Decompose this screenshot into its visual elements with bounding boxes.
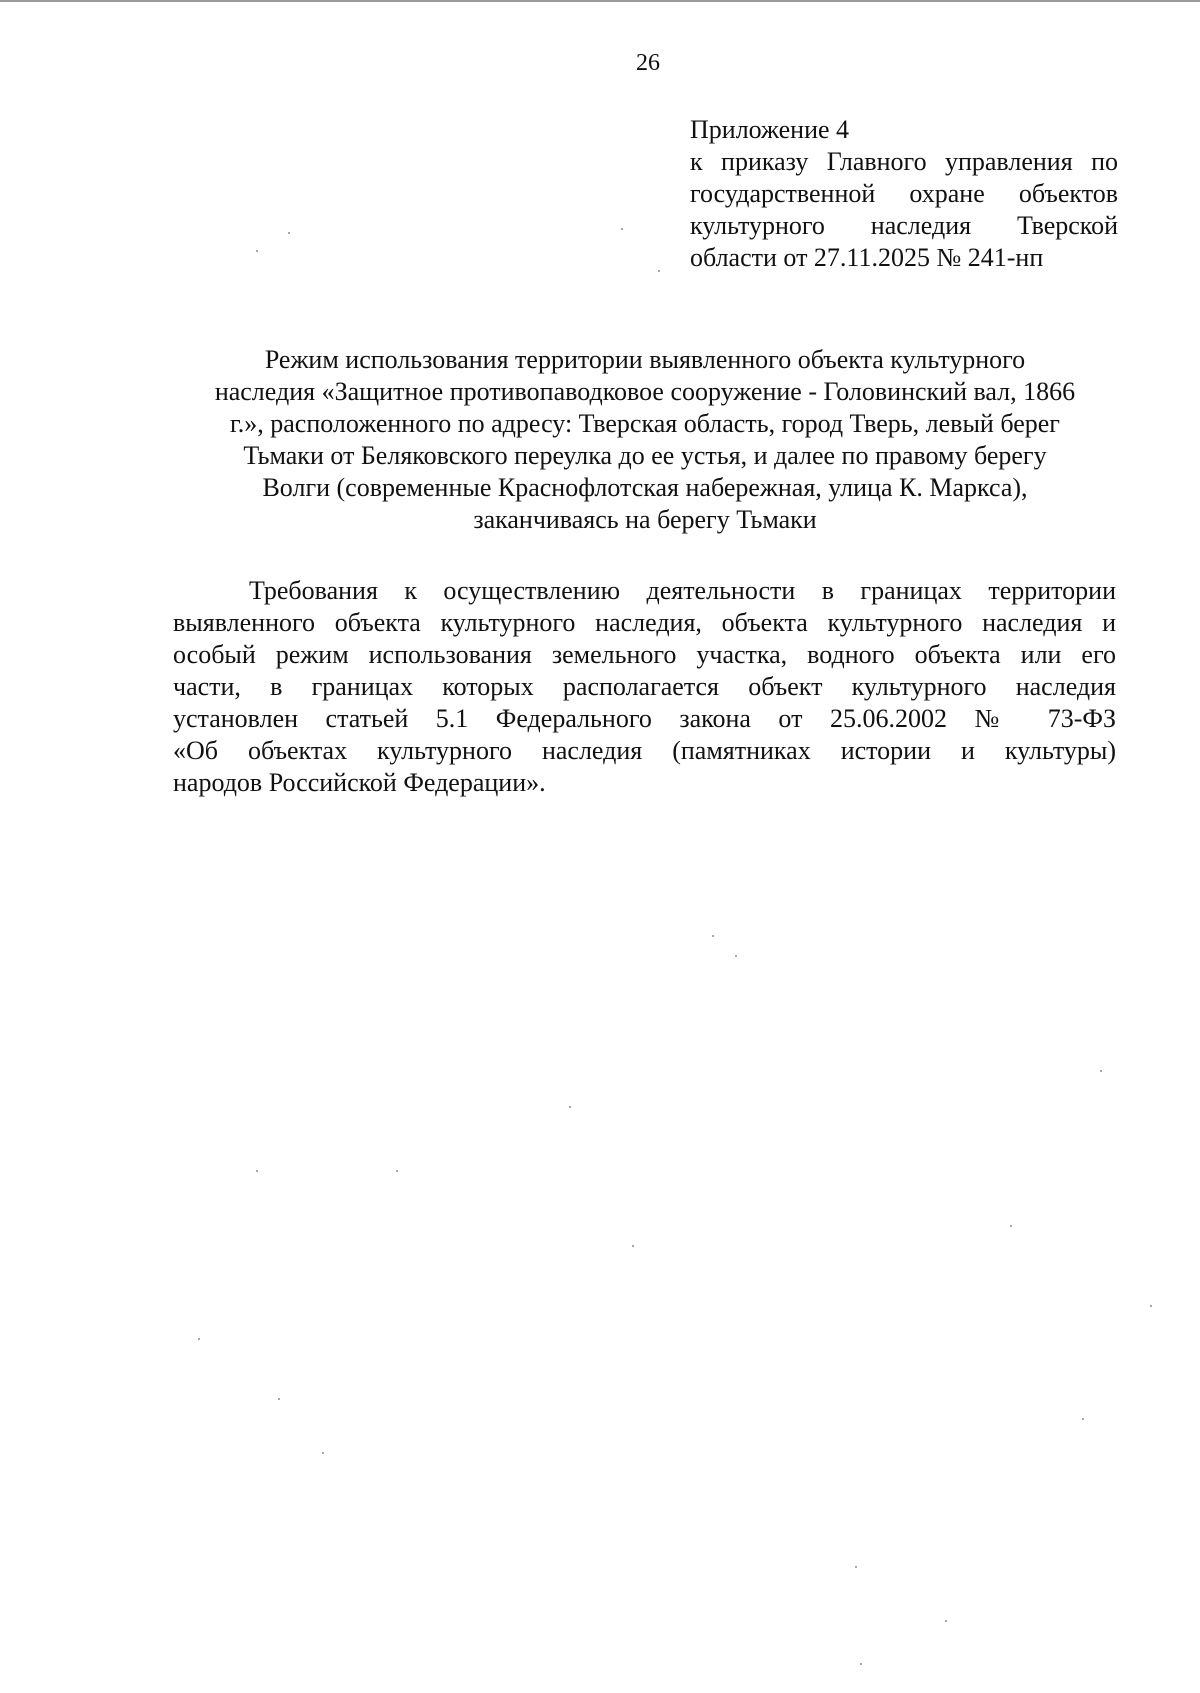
scan-speck [855,1566,857,1568]
paragraph-line: установлен статьей 5.1 Федерального закона от 25.06.2002 № 73-ФЗ [173,704,1116,733]
scan-speck [860,1663,862,1665]
title-line: Тьмаки от Беляковского переулка до ее устья, и далее по правому берегу [243,441,1047,470]
paragraph-line: особый режим использования земельного участка, водного объекта или его [173,640,1116,669]
scan-speck [256,1170,258,1172]
scan-speck [1010,1225,1012,1227]
scan-speck [322,1452,324,1454]
scan-speck [621,228,623,230]
appendix-header [690,114,1118,274]
page-number: 26 [636,50,660,76]
title-line: заканчиваясь на берегу Тьмаки [473,505,817,534]
appendix-label: Приложение 4 [690,115,850,144]
scan-speck [288,232,290,234]
scan-speck [1082,1418,1084,1420]
title-line: Режим использования территории выявленного объекта культурного [264,345,1026,374]
body-paragraph [173,575,1116,799]
scan-speck [569,1106,571,1108]
title-line: г.», расположенного по адресу: Тверская область, город Тверь, левый берег [230,409,1060,438]
scan-speck [198,1338,200,1340]
paragraph-line: Требования к осуществлению деятельности в границах территории [249,576,1116,605]
appendix-order-date: области от 27.11.2025 № 241-нп [690,243,1044,272]
document-title [170,344,1120,536]
scan-speck [735,955,737,957]
paragraph-line: народов Российской Федерации». [173,768,546,797]
scan-speck [632,1245,634,1247]
appendix-order-line: к приказу Главного управления по [690,147,1118,176]
title-line: Волги (современные Краснофлотская набережная, улица К. Маркса), [262,473,1028,502]
scan-speck [1100,1070,1102,1072]
scan-speck [256,250,258,252]
paragraph-line: «Об объектах культурного наследия (памятниках истории и культуры) [173,736,1116,765]
appendix-order-line: культурного наследия Тверской [690,211,1118,240]
title-line: наследия «Защитное противопаводковое сооружение - Головинский вал, 1866 [214,377,1076,406]
appendix-order-line: государственной охране объектов [690,179,1118,208]
scan-top-edge [0,0,1200,2]
scan-speck [945,1620,947,1622]
paragraph-line: части, в границах которых располагается объект культурного наследия [173,672,1116,701]
scan-speck [396,1170,398,1172]
scan-speck [658,270,660,272]
scan-speck [278,1398,280,1400]
scan-speck [712,935,714,937]
paragraph-line: выявленного объекта культурного наследия, объекта культурного наследия и [173,608,1116,637]
scan-speck [1150,1305,1152,1307]
